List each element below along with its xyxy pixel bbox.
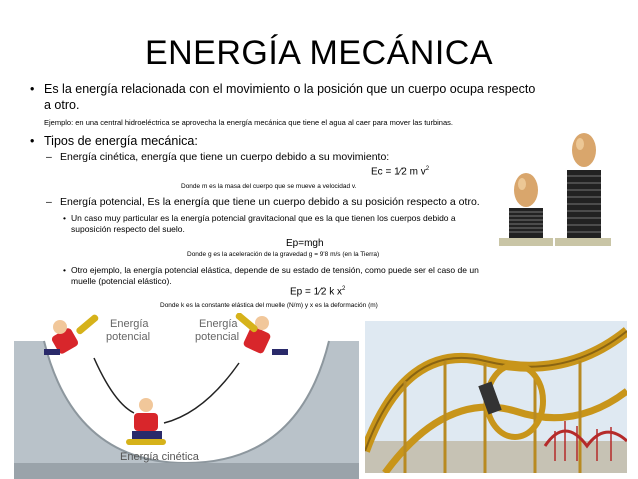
dash-2: –: [46, 196, 52, 208]
elastic-formula: Ep = 1⁄2 k $x^2$: [290, 286, 346, 298]
bullet-dot-2: •: [30, 134, 35, 148]
extended-spring: [555, 133, 611, 246]
bullet-dot-3: •: [63, 213, 66, 223]
grav-line2: suposición respecto del suelo.: [71, 224, 185, 234]
bullet-dot-1: •: [30, 82, 35, 96]
bullet1-line2: a otro.: [44, 98, 80, 112]
elastic-note: Donde k es la constante elástica del muelle (N/m) y x es la deformación (m): [160, 302, 378, 309]
example-text: Ejemplo: en una central hidroeléctrica se aprovecha la energía mecánica que tiene el agua al caer para mover las turbinas.: [44, 118, 453, 127]
dash-1: –: [46, 151, 52, 163]
grav-formula: Ep=mgh: [286, 238, 324, 249]
bullet1-line1: Es la energía relacionada con el movimiento o la posición que un cuerpo ocupa respecto: [44, 82, 536, 96]
grav-line1: Un caso muy particular es la energía potencial gravitacional que es la que tienen los cuerpos debido a: [71, 213, 456, 223]
elastic-line2: muelle (potencial elástico).: [71, 276, 172, 286]
label-kinetic: Energía cinética: [120, 451, 199, 463]
bullet-dot-4: •: [63, 265, 66, 275]
rollercoaster-photo: [365, 321, 627, 473]
kinetic-formula: Ec = 1⁄2 m $v^2$: [371, 166, 430, 178]
potential-text: Energía potencial, Es la energía que tiene un cuerpo debido a su posición respecto a otro.: [60, 196, 480, 208]
elastic-line1: Otro ejemplo, la energía potencial elástica, depende de su estado de tensión, como puede ser el caso de un: [71, 265, 479, 275]
label-potential-left-1: Energía: [110, 318, 149, 330]
types-heading: Tipos de energía mecánica:: [44, 134, 198, 148]
springs-illustration: [495, 128, 613, 248]
label-potential-left-2: potencial: [106, 331, 151, 343]
label-potential-right-1: Energía: [199, 318, 238, 330]
slide-title: ENERGÍA MECÁNICA: [144, 34, 494, 72]
halfpipe-illustration: [14, 313, 359, 479]
compressed-spring: [499, 173, 553, 246]
label-potential-right-2: potencial: [195, 331, 240, 343]
kinetic-text: Energía cinética, energía que tiene un cuerpo debido a su movimiento:: [60, 151, 390, 163]
grav-note: Donde g es la aceleración de la gravedad g = 9'8 m/s (en la Tierra): [187, 251, 380, 258]
kinetic-note: Donde m es la masa del cuerpo que se mueve a velocidad v.: [181, 183, 357, 190]
